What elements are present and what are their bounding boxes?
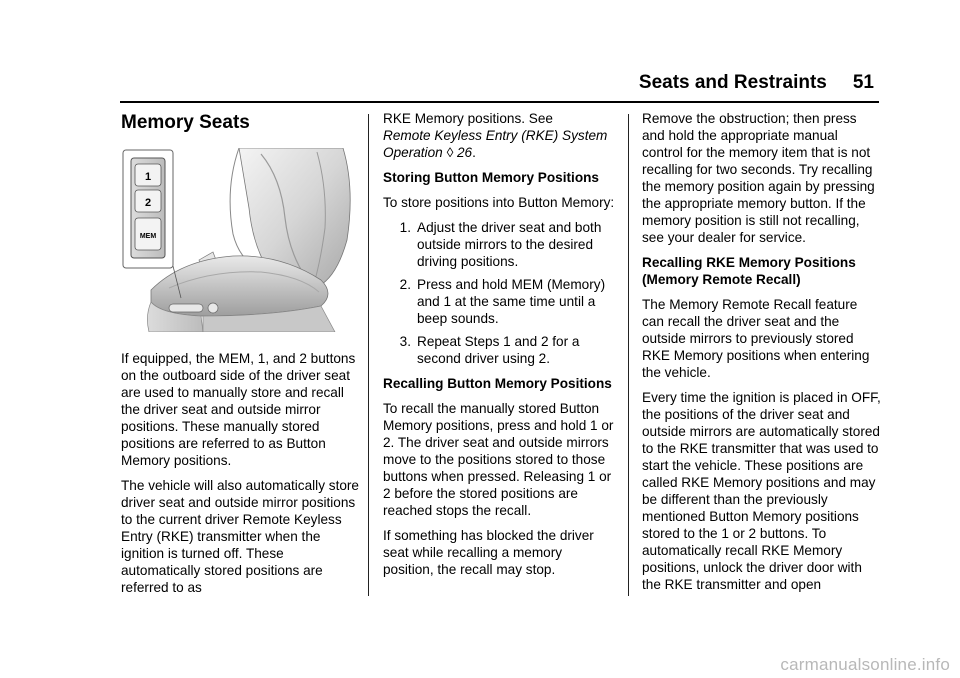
steps-list [383, 219, 615, 367]
subheading: Recalling Button Memory Positions [383, 376, 612, 391]
watermark: carmanualsonline.info [780, 655, 950, 674]
page-number: 51 [852, 72, 874, 93]
cross-reference-title: Remote Keyless Entry (RKE) System Operation [383, 128, 608, 160]
paragraph: The Memory Remote Recall feature can recall the driver seat and the outside mirrors to previously stored RKE Memory positions when entering the vehicle. [642, 297, 870, 380]
paragraph: Remove the obstruction; then press and hold the appropriate manual control for the memory item that is not recalling for two seconds. Try recalling the memory position again by pressing the appropriate memory button. If the memory position is still not recalling, see your dealer for service. [642, 111, 875, 245]
paragraph: Every time the ignition is placed in OFF, the positions of the driver seat and outside mirrors are automatically stored to the RKE transmitter that was used to start the vehicle. These positions are called RKE Memory positions and may be different than the previously mentioned Button Memory positions stored to the 1 or 2 buttons. To automatically recall RKE Memory positions, unlock the driver door with the RKE transmitter and open [642, 390, 881, 592]
figure-button-2-label: 2 [144, 197, 152, 209]
paragraph-end: . [472, 145, 476, 160]
list-item [383, 219, 615, 270]
figure-button-1-label: 1 [144, 171, 152, 183]
column-1 [121, 110, 359, 604]
column-2 [383, 110, 615, 586]
header-rule [120, 101, 879, 103]
paragraph-text: RKE Memory positions. See [383, 111, 553, 126]
column-divider-2 [628, 114, 629, 596]
column-divider-1 [368, 114, 369, 596]
step-text: Press and hold MEM (Memory) and 1 at the same time until a beep sounds. [417, 277, 606, 326]
cross-reference-page: 26 [456, 145, 473, 160]
cross-reference-link[interactable] [383, 128, 607, 160]
page-reference-icon: ◊ [446, 145, 454, 160]
chapter-title: Seats and Restraints [638, 72, 827, 93]
paragraph: The vehicle will also automatically store driver seat and outside mirror positions to the current driver Remote Keyless Entry (RKE) transmitter when the ignition is turned off. These automatically stored positions are referred to as [121, 478, 359, 595]
step-text: Adjust the driver seat and both outside mirrors to the desired driving positions. [417, 220, 602, 269]
paragraph: If something has blocked the driver seat while recalling a memory position, the recall may stop. [383, 528, 594, 577]
paragraph: To recall the manually stored Button Memory positions, press and hold 1 or 2. The driver seat and outside mirrors move to the positions stored to those buttons when pressed. Releasing 1 or 2 before the stored positions are reached stops the recall. [383, 401, 614, 518]
column-3 [642, 110, 882, 601]
section-title: Memory Seats [121, 112, 250, 133]
paragraph: To store positions into Button Memory: [383, 195, 615, 210]
paragraph: If equipped, the MEM, 1, and 2 buttons on the outboard side of the driver seat are used to manually store and recall the driver seat and outside mirror positions. These manually stored positions are referred to as Button Memory positions. [121, 351, 356, 468]
subheading: Storing Button Memory Positions [383, 170, 599, 185]
list-item [383, 333, 615, 367]
step-number: 1. [399, 220, 411, 235]
list-item [383, 276, 615, 327]
memory-seat-illustration [121, 148, 355, 332]
step-text: Repeat Steps 1 and 2 for a second driver using 2. [417, 334, 580, 366]
figure-mem-button-label: MEM [139, 233, 157, 240]
running-header [639, 72, 874, 94]
step-number: 2. [399, 277, 411, 292]
step-number: 3. [399, 334, 411, 349]
paragraph [383, 110, 615, 161]
subheading: Recalling RKE Memory Positions (Memory Remote Recall) [642, 255, 856, 287]
